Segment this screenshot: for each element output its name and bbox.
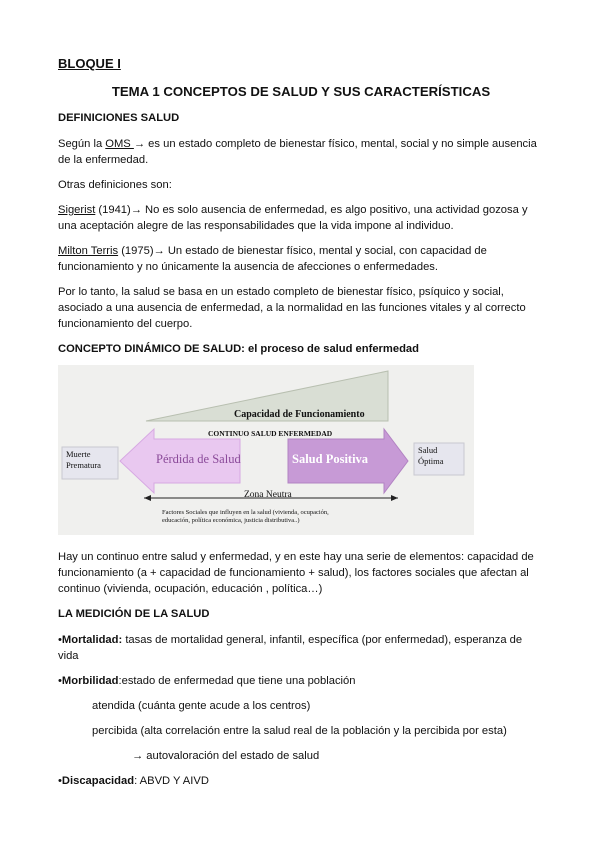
definitions-heading: DEFINICIONES SALUD: [58, 112, 180, 124]
morbidity-item: •Morbilidad:estado de enfermedad que tiene una población: [58, 675, 356, 687]
topic-title: TEMA 1 CONCEPTOS DE SALUD Y SUS CARACTERÍSTICAS: [111, 84, 491, 99]
sigerist-name: Sigerist: [58, 204, 96, 216]
positive-label: Salud Positiva: [292, 452, 369, 466]
summary-paragraph: Por lo tanto, la salud se basa en un estado completo de bienestar físico, psíquico y social, asociado a una ausencia de enfermedad, a la normalidad en las funciones vitales y al correcto funcionamiento del cuerpo.: [58, 286, 526, 330]
attended-item: atendida (cuánta gente acude a los centros): [92, 700, 311, 712]
document-page: [58, 56, 544, 798]
terris-definition: Milton Terris (1975)→ Un estado de bienestar físico, mental y social, con capacidad de funcionamiento y no únicamente la ausencia de afecciones o enfermedades.: [58, 245, 487, 273]
disability-item: •Discapacidad: ABVD Y AIVD: [58, 775, 209, 787]
bullet: •: [58, 775, 62, 787]
loss-label: Pérdida de Salud: [156, 452, 241, 466]
dynamic-concept-heading: CONCEPTO DINÁMICO DE SALUD: el proceso de salud enfermedad: [58, 343, 419, 355]
bullet: •: [58, 634, 62, 646]
self-assessment-item: → autovaloración del estado de salud: [132, 750, 320, 762]
sigerist-definition: Sigerist (1941)→ No es solo ausencia de enfermedad, es algo positivo, una actividad gozosa y una aceptación alegre de las responsabilidades que la vida impone al individuo.: [58, 204, 528, 232]
health-continuum-diagram: [58, 365, 474, 535]
capacity-label: Capacidad de Funcionamiento: [234, 409, 365, 420]
oms-link: OMS: [105, 138, 134, 150]
oms-definition: Según la OMS → es un estado completo de bienestar físico, mental, social y no simple ausencia de la enfermedad.: [58, 138, 537, 166]
optimal-health-label: Salud Óptima: [418, 445, 444, 466]
neutral-zone-label: Zona Neutra: [244, 490, 292, 500]
terris-name: Milton Terris: [58, 245, 119, 257]
continuum-label: CONTINUO SALUD ENFERMEDAD: [208, 429, 333, 438]
premature-death-label: Muerte Prematura: [66, 449, 101, 470]
continuum-paragraph: Hay un continuo entre salud y enfermedad, y en este hay una serie de elementos: capacidad de funcionamiento (a + capacidad de funcionamiento + salud), los factores sociales que afectan al continuo (vivienda, ocupación, educación , política…): [58, 551, 534, 595]
measurement-heading: LA MEDICIÓN DE LA SALUD: [58, 608, 210, 620]
social-factors-label: Factores Sociales que influyen en la salud (vivienda, ocupación, educación, política económica, justicia distributiva..): [162, 509, 329, 524]
other-definitions: Otras definiciones son:: [58, 179, 172, 191]
mortality-item: •Mortalidad: tasas de mortalidad general, infantil, específica (por enfermedad), esperanza de vida: [58, 634, 523, 662]
perceived-item: percibida (alta correlación entre la salud real de la población y la percibida por esta): [92, 725, 507, 737]
block-title: BLOQUE I: [58, 56, 121, 71]
bullet: •: [58, 675, 62, 687]
